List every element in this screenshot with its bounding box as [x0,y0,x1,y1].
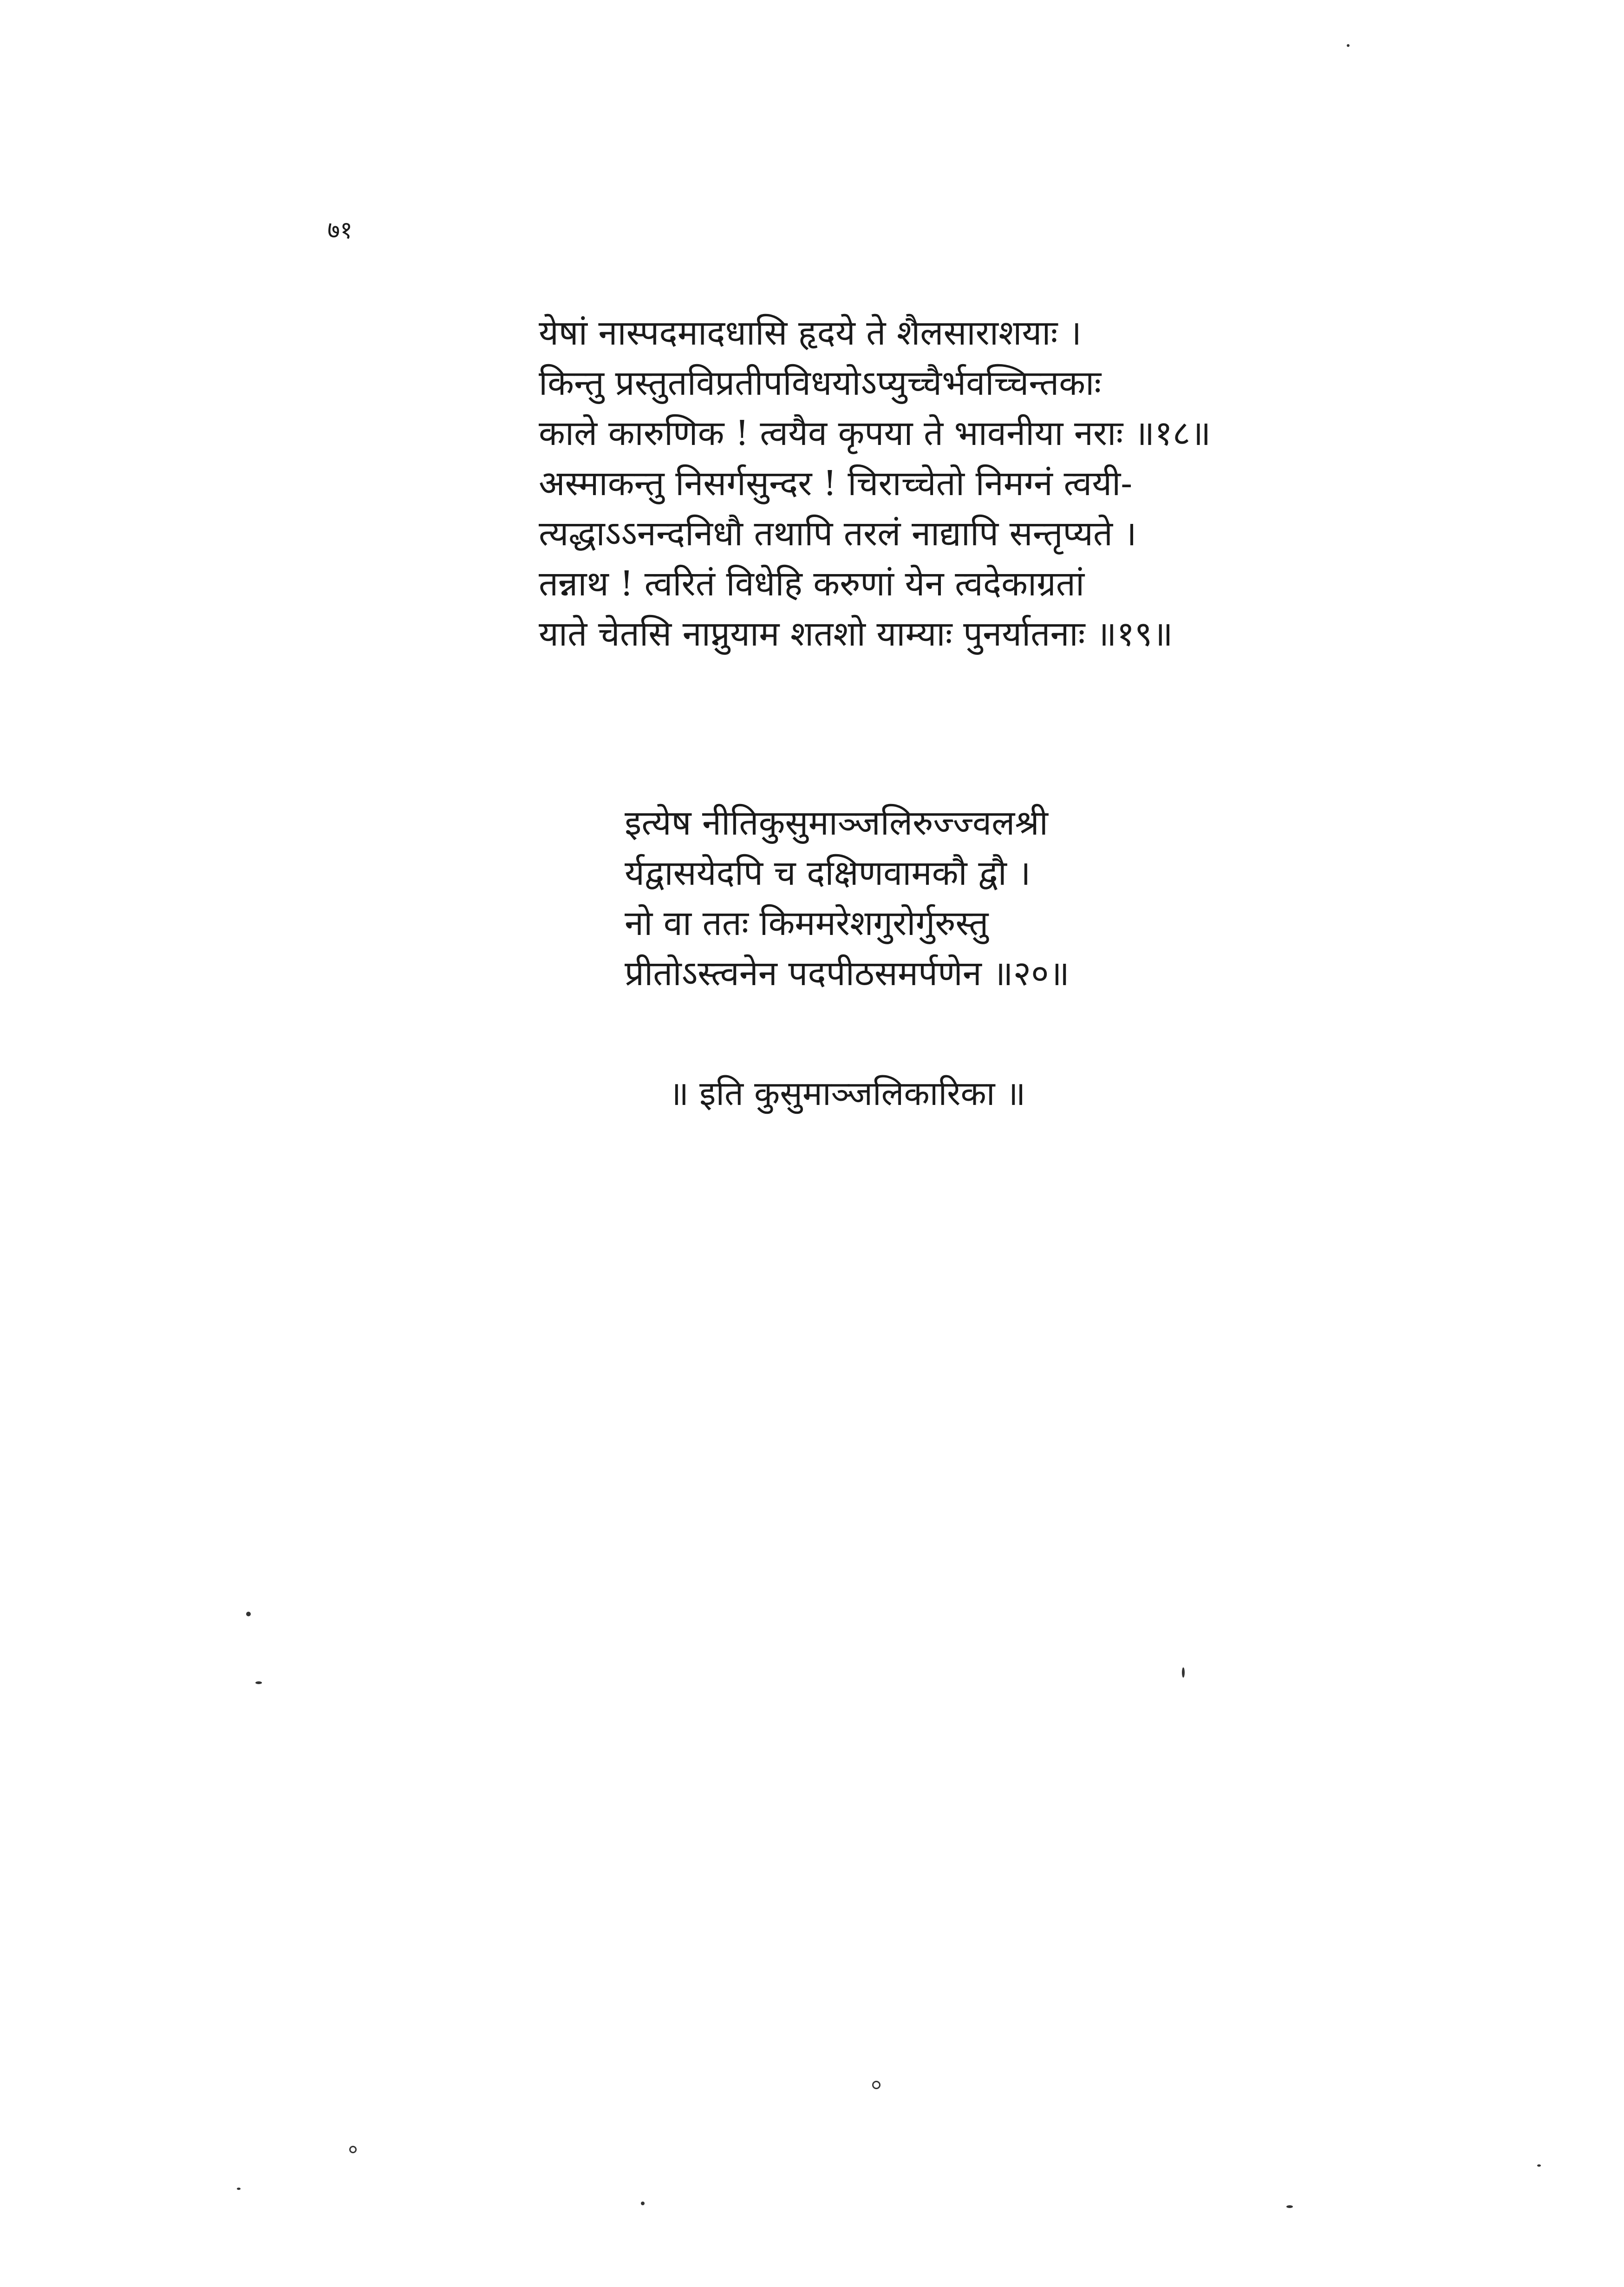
closing-verse-line: नो वा ततः किममरेशगुरोर्गुरुस्तु [625,903,989,943]
scan-speck [237,2188,241,2190]
verse-line: अस्माकन्तु निसर्गसुन्दर ! चिराच्चेतो निमग्नं त्वयी- [539,464,1133,503]
scan-speck [246,1612,251,1616]
verse-line: येषां नास्पदमादधासि हृदये ते शैलसाराशयाः । [539,313,1082,353]
scan-speck [1347,44,1350,47]
closing-verse-line: प्रीतोऽस्त्वनेन पदपीठसमर्पणेन ॥२०॥ [625,954,1070,993]
closing-verse-line: इत्येष नीतिकुसुमाञ्जलिरुज्ज्वलश्री [625,803,1048,843]
verse-block [539,313,1467,667]
closing-verse-line: र्यद्वासयेदपि च दक्षिणवामकौ द्वौ । [625,853,1031,893]
scan-speck [641,2202,645,2205]
verse-line: काले कारुणिक ! त्वयैव कृपया ते भावनीया नराः ॥१८॥ [539,413,1211,453]
scan-speck [1537,2164,1541,2167]
scan-speck [1286,2205,1293,2208]
scan-speck [1182,1667,1185,1678]
verse-line: याते चेतसि नाप्नुयाम शतशो याम्याः पुनर्यातनाः ॥१९॥ [539,614,1173,654]
scan-speck [872,2081,880,2089]
closing-verse-block [625,803,1368,1006]
verse-line: किन्तु प्रस्तुतविप्रतीपविधयोऽप्युच्चैर्भवच्चिन्तकाः [539,363,1102,403]
colophon: ॥ इति कुसुमाञ्जलिकारिका ॥ [669,1074,1026,1113]
scan-speck [255,1681,262,1684]
page-number: ७१ [327,216,353,244]
verse-line: तन्नाथ ! त्वरितं विधेहि करुणां येन त्वदेकाग्रतां [539,564,1085,604]
scan-speck [349,2146,357,2153]
verse-line: त्यद्धाऽऽनन्दनिधौ तथापि तरलं नाद्यापि सन्तृप्यते । [539,514,1137,554]
